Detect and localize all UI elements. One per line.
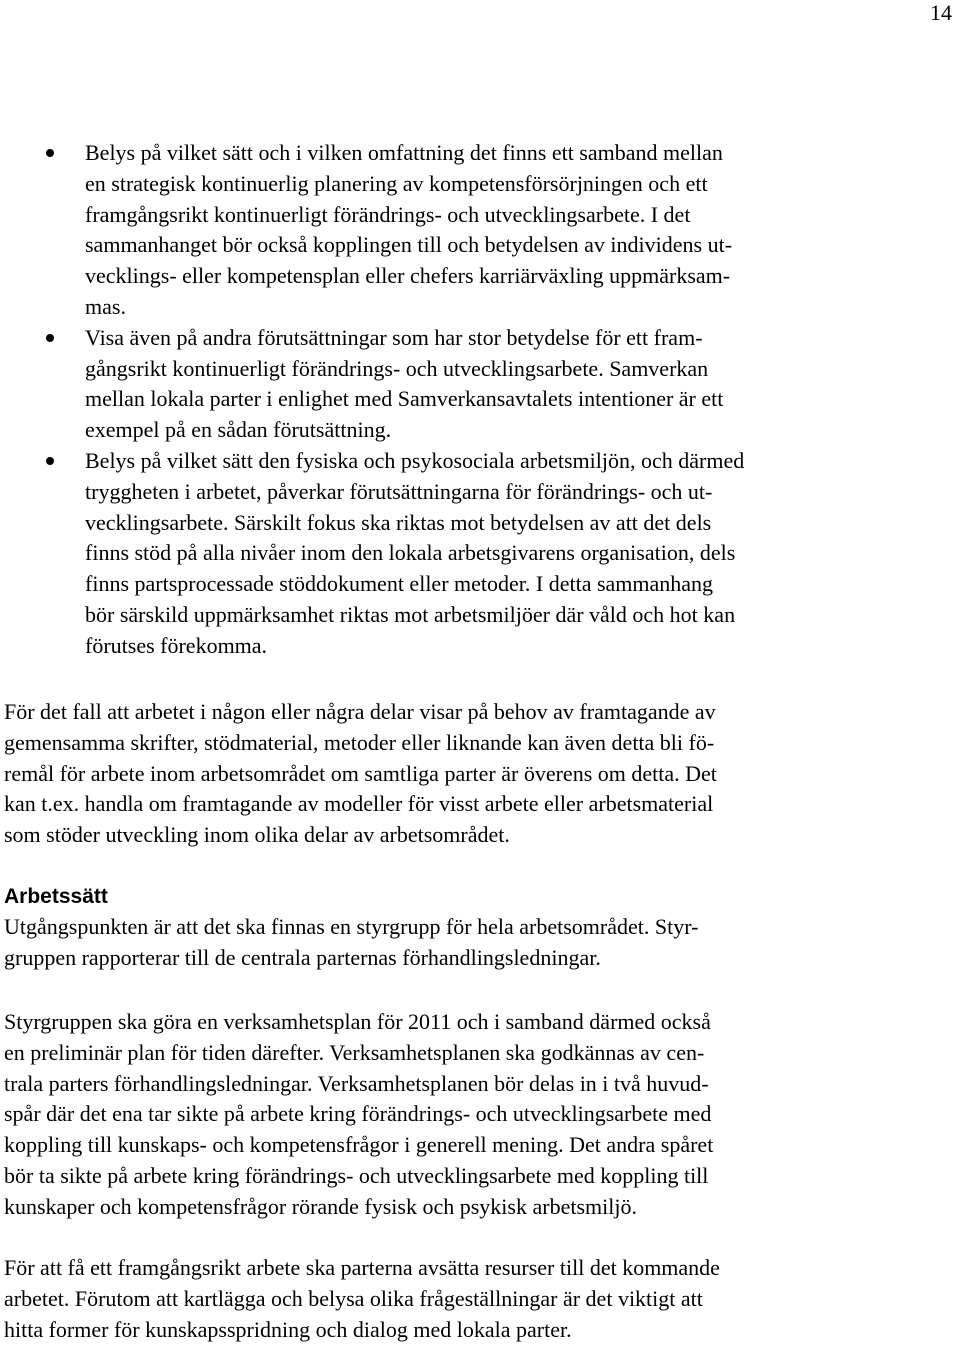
text-line: trala parters förhandlingsledningar. Verksamhetsplanen bör delas in i två huvud-	[4, 1070, 709, 1096]
bullet-item-3	[0, 446, 940, 662]
bullet-item-2	[0, 323, 940, 446]
text-line: mas.	[85, 293, 126, 319]
page-number: 14	[930, 0, 952, 25]
text-line: För det fall att arbetet i någon eller några delar visar på behov av framtagande av	[4, 699, 716, 724]
text-line: Belys på vilket sätt och i vilken omfattning det finns ett samband mellan	[85, 140, 723, 165]
text-line: Utgångspunkten är att det ska finnas en styrgrupp för hela arbetsområdet. Styr-	[4, 914, 699, 939]
text-line: spår där det ena tar sikte på arbete kring förändrings- och utvecklingsarbete med	[4, 1101, 712, 1127]
text-line: sammanhanget bör också kopplingen till och betydelsen av individens ut-	[85, 232, 733, 258]
text-line: kunskaper och kompetensfrågor rörande fysisk och psykisk arbetsmiljö.	[4, 1193, 637, 1219]
text-line: vecklings- eller kompetensplan eller chefers karriärväxling uppmärksam-	[85, 263, 731, 289]
text-line: remål för arbete inom arbetsområdet om samtliga parter är överens om detta. Det	[4, 760, 717, 786]
body-paragraph-2	[4, 912, 698, 974]
text-line: gemensamma skrifter, stödmaterial, metoder eller liknande kan även detta bli fö-	[4, 729, 715, 755]
body-paragraph-3	[4, 1007, 713, 1223]
text-line: gruppen rapporterar till de centrala parternas förhandlingsledningar.	[4, 944, 601, 970]
text-line: som stöder utveckling inom olika delar av arbetsområdet.	[4, 822, 510, 848]
text-line: kan t.ex. handla om framtagande av modeller för visst arbete eller arbetsmaterial	[4, 791, 714, 817]
text-line: exempel på en sådan förutsättning.	[85, 417, 392, 443]
text-line: bör ta sikte på arbete kring förändrings- och utvecklingsarbete med koppling till	[4, 1162, 709, 1188]
bullet-icon	[46, 457, 54, 465]
text-line: Styrgruppen ska göra en verksamhetsplan för 2011 och i samband därmed också	[4, 1009, 711, 1034]
text-line: För att få ett framgångsrikt arbete ska parterna avsätta resurser till det kommande	[4, 1255, 720, 1280]
text-line: hitta former för kunskapsspridning och dialog med lokala parter.	[4, 1316, 572, 1342]
text-line: tryggheten i arbetet, påverkar förutsättningarna för förändrings- och ut-	[85, 478, 713, 504]
text-line: arbetet. Förutom att kartlägga och belysa olika frågeställningar är det viktigt att	[4, 1285, 703, 1311]
text-line: finns stöd på alla nivåer inom den lokala arbetsgivarens organisation, dels	[85, 540, 736, 566]
bullet-icon	[46, 149, 54, 157]
text-line: vecklingsarbete. Särskilt fokus ska riktas mot betydelsen av att det dels	[85, 509, 712, 535]
text-line: en preliminär plan för tiden därefter. Verksamhetsplanen ska godkännas av cen-	[4, 1039, 705, 1065]
text-line: framgångsrikt kontinuerligt förändrings- och utvecklingsarbete. I det	[85, 201, 691, 227]
bullet-icon	[46, 334, 54, 342]
bullet-item-1	[0, 138, 940, 323]
bullet-list	[0, 138, 940, 662]
text-line: mellan lokala parter i enlighet med Samverkansavtalets intentioner är ett	[85, 386, 724, 412]
text-line: koppling till kunskaps- och kompetensfrågor i generell mening. Det andra spåret	[4, 1132, 714, 1158]
body-paragraph-1	[4, 697, 717, 851]
text-line: Visa även på andra förutsättningar som har stor betydelse för ett fram-	[85, 324, 703, 350]
text-line: förutses förekomma.	[85, 632, 268, 658]
text-line: gångsrikt kontinuerligt förändrings- och utvecklingsarbete. Samverkan	[85, 355, 709, 381]
section-heading: Arbetssätt	[4, 885, 108, 908]
body-paragraph-4	[4, 1253, 720, 1345]
text-line: finns partsprocessade stöddokument eller metoder. I detta sammanhang	[85, 571, 714, 597]
text-line: bör särskild uppmärksamhet riktas mot arbetsmiljöer där våld och hot kan	[85, 601, 736, 627]
text-line: Belys på vilket sätt den fysiska och psykosociala arbetsmiljön, och därmed	[85, 447, 745, 473]
text-line: en strategisk kontinuerlig planering av kompetensförsörjningen och ett	[85, 170, 708, 196]
